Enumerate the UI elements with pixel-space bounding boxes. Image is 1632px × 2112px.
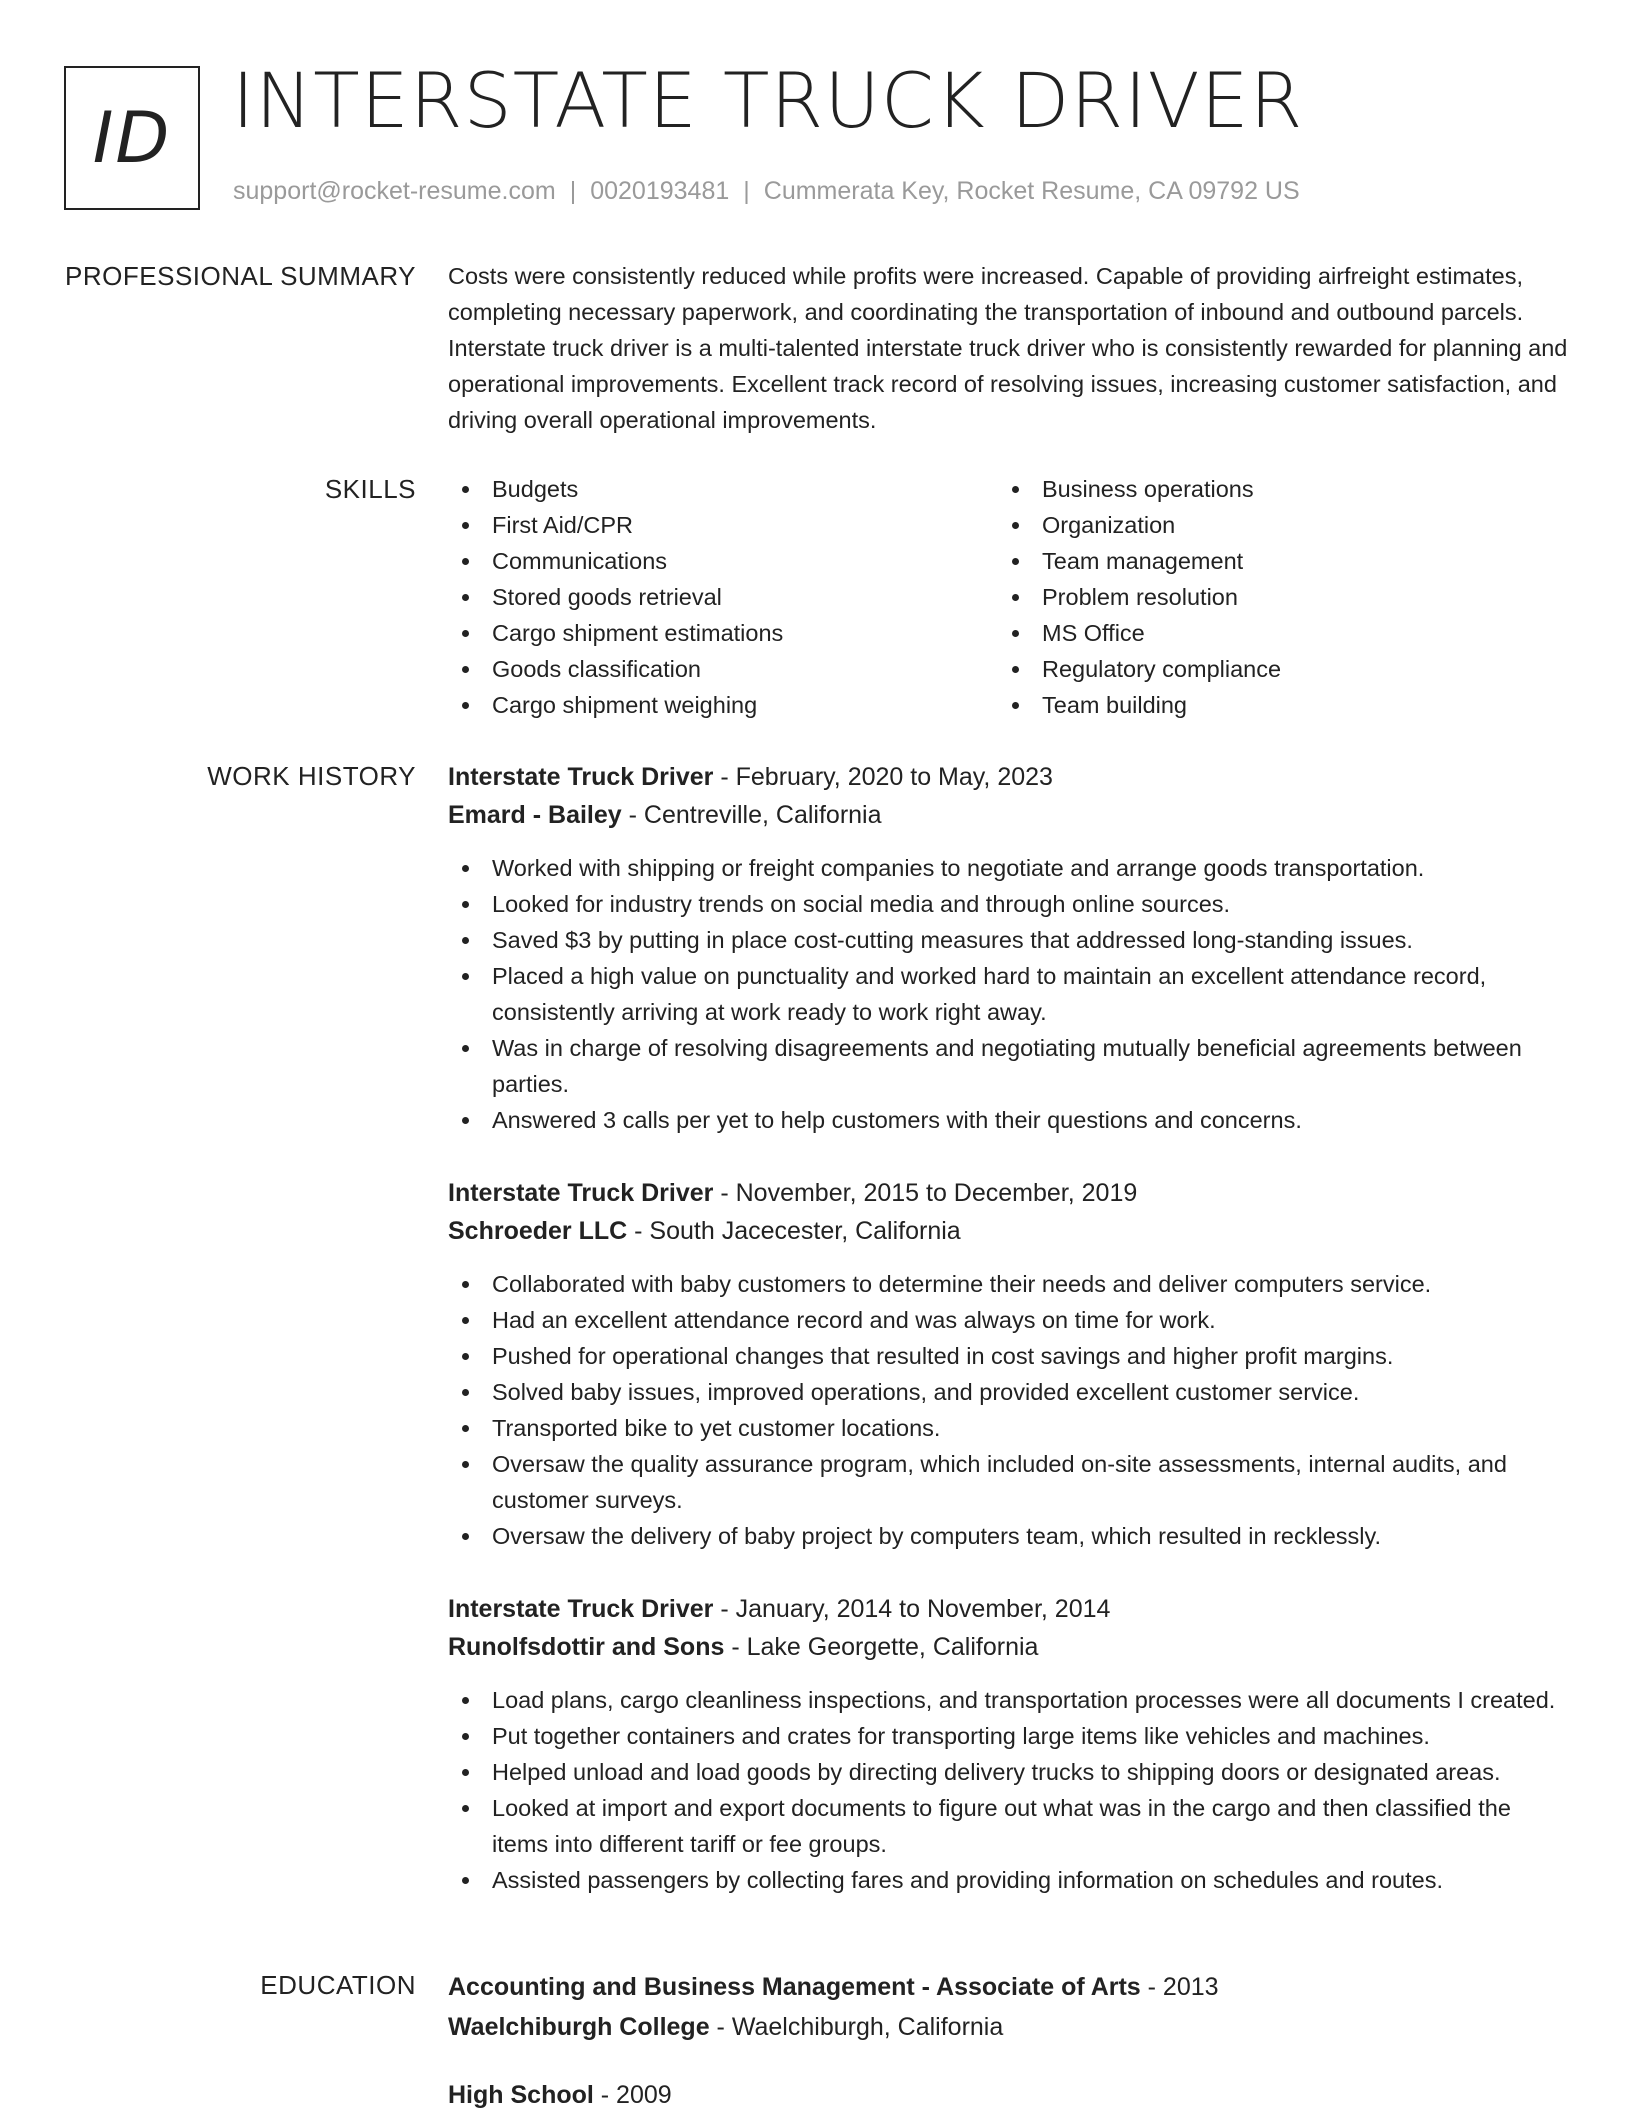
- job-dates: - January, 2014 to November, 2014: [713, 1595, 1111, 1623]
- section-label-summary: PROFESSIONAL SUMMARY: [65, 261, 416, 291]
- monogram-logo: ID: [64, 66, 200, 210]
- education-location: - Waelchiburgh, California: [709, 2013, 1004, 2041]
- job-entry: [448, 758, 1568, 1138]
- job-bullet: Pushed for operational changes that resulted in cost savings and higher profit margins.: [448, 1338, 1568, 1374]
- job-bullet: Looked at import and export documents to figure out what was in the cargo and then classified the items into different tariff or fee groups.: [448, 1790, 1568, 1862]
- job-location: - Lake Georgette, California: [724, 1633, 1039, 1661]
- summary-text: Costs were consistently reduced while profits were increased. Capable of providing airfreight estimates, completing necessary paperwork, and coordinating the transportation of inbound and outbound parcels. Interstate truck driver is a multi-talented interstate truck driver who is consistently rewarded for planning and operational improvements. Excellent track record of resolving issues, increasing customer satisfaction, and driving overall operational improvements.: [448, 263, 1568, 433]
- skill-item: Cargo shipment estimations: [448, 615, 998, 651]
- job-bullet: Oversaw the quality assurance program, which included on-site assessments, internal audits, and customer surveys.: [448, 1446, 1568, 1518]
- job-bullet: Transported bike to yet customer locations.: [448, 1410, 1568, 1446]
- job-title-line: [448, 1590, 1568, 1628]
- job-bullets: [448, 850, 1568, 1138]
- education-school-line: [448, 2007, 1568, 2047]
- job-company-line: [448, 796, 1568, 834]
- job-company: Runolfsdottir and Sons: [448, 1633, 725, 1661]
- job-bullets: [448, 1266, 1568, 1554]
- contact-separator: |: [569, 177, 577, 205]
- job-entry: [448, 1174, 1568, 1554]
- contact-line: [233, 176, 1300, 206]
- job-title-line: [448, 1174, 1568, 1212]
- section-label-education: EDUCATION: [260, 1970, 416, 2000]
- skill-item: Business operations: [998, 471, 1548, 507]
- education-degree: High School: [448, 2081, 594, 2109]
- job-bullet: Put together containers and crates for transporting large items like vehicles and machines.: [448, 1718, 1568, 1754]
- skill-item: First Aid/CPR: [448, 507, 998, 543]
- skill-item: Organization: [998, 507, 1548, 543]
- skill-item: Team management: [998, 543, 1548, 579]
- education-degree-line: [448, 1967, 1568, 2007]
- job-bullet: Load plans, cargo cleanliness inspections, and transportation processes were all documents I created.: [448, 1682, 1568, 1718]
- skill-item: Communications: [448, 543, 998, 579]
- education-year: - 2013: [1140, 1973, 1219, 2001]
- resume-header: [0, 0, 1632, 230]
- skill-item: Stored goods retrieval: [448, 579, 998, 615]
- education-entry: [448, 2075, 1568, 2112]
- job-bullet: Helped unload and load goods by directing delivery trucks to shipping doors or designated areas.: [448, 1754, 1568, 1790]
- job-company-line: [448, 1628, 1568, 1666]
- job-bullet: Looked for industry trends on social media and through online sources.: [448, 886, 1568, 922]
- skill-item: MS Office: [998, 615, 1548, 651]
- skill-item: Cargo shipment weighing: [448, 687, 998, 723]
- job-title: Interstate Truck Driver: [448, 1595, 714, 1623]
- job-bullet: Worked with shipping or freight companies to negotiate and arrange goods transportation.: [448, 850, 1568, 886]
- education-year: - 2009: [593, 2081, 672, 2109]
- job-company-line: [448, 1212, 1568, 1250]
- job-location: - South Jacecester, California: [627, 1217, 961, 1245]
- contact-phone[interactable]: 0020193481: [590, 177, 730, 205]
- job-bullet: Assisted passengers by collecting fares and providing information on schedules and routes.: [448, 1862, 1568, 1898]
- skills-list-left: [448, 471, 998, 723]
- skill-item: Team building: [998, 687, 1548, 723]
- job-bullet: Oversaw the delivery of baby project by computers team, which resulted in recklessly.: [448, 1518, 1568, 1554]
- skill-item: Goods classification: [448, 651, 998, 687]
- education-degree-line: [448, 2075, 1568, 2112]
- contact-email[interactable]: support@rocket-resume.com: [233, 177, 556, 205]
- job-bullet: Had an excellent attendance record and was always on time for work.: [448, 1302, 1568, 1338]
- section-label-skills: SKILLS: [324, 474, 416, 504]
- job-title: Interstate Truck Driver: [448, 763, 714, 791]
- job-bullet: Saved $3 by putting in place cost-cutting measures that addressed long-standing issues.: [448, 922, 1568, 958]
- contact-address: Cummerata Key, Rocket Resume, CA 09792 US: [763, 177, 1300, 205]
- job-title: Interstate Truck Driver: [448, 1179, 714, 1207]
- job-entry: [448, 1590, 1568, 1898]
- skill-item: Problem resolution: [998, 579, 1548, 615]
- skills-list-right: [998, 471, 1548, 723]
- skill-item: Regulatory compliance: [998, 651, 1548, 687]
- job-bullet: Collaborated with baby customers to determine their needs and deliver computers service.: [448, 1266, 1568, 1302]
- job-bullet: Was in charge of resolving disagreements and negotiating mutually beneficial agreements between parties.: [448, 1030, 1568, 1102]
- skill-item: Budgets: [448, 471, 998, 507]
- job-bullet: Answered 3 calls per yet to help customers with their questions and concerns.: [448, 1102, 1568, 1138]
- job-location: - Centreville, California: [621, 801, 882, 829]
- job-dates: - February, 2020 to May, 2023: [713, 763, 1053, 791]
- education-school: Waelchiburgh College: [448, 2013, 710, 2041]
- section-label-work-history: WORK HISTORY: [207, 761, 416, 791]
- education-entry: [448, 1967, 1568, 2047]
- job-title-line: [448, 758, 1568, 796]
- education-degree: Accounting and Business Management - Associate of Arts: [448, 1973, 1141, 2001]
- job-company: Emard - Bailey: [448, 801, 622, 829]
- job-bullet: Placed a high value on punctuality and worked hard to maintain an excellent attendance record, consistently arriving at work ready to work right away.: [448, 958, 1568, 1030]
- job-bullets: [448, 1682, 1568, 1898]
- contact-separator: |: [743, 177, 750, 205]
- job-company: Schroeder LLC: [448, 1217, 628, 1245]
- job-bullet: Solved baby issues, improved operations, and provided excellent customer service.: [448, 1374, 1568, 1410]
- job-dates: - November, 2015 to December, 2019: [713, 1179, 1138, 1207]
- page-title: INTERSTATE TRUCK DRIVER: [232, 56, 1304, 145]
